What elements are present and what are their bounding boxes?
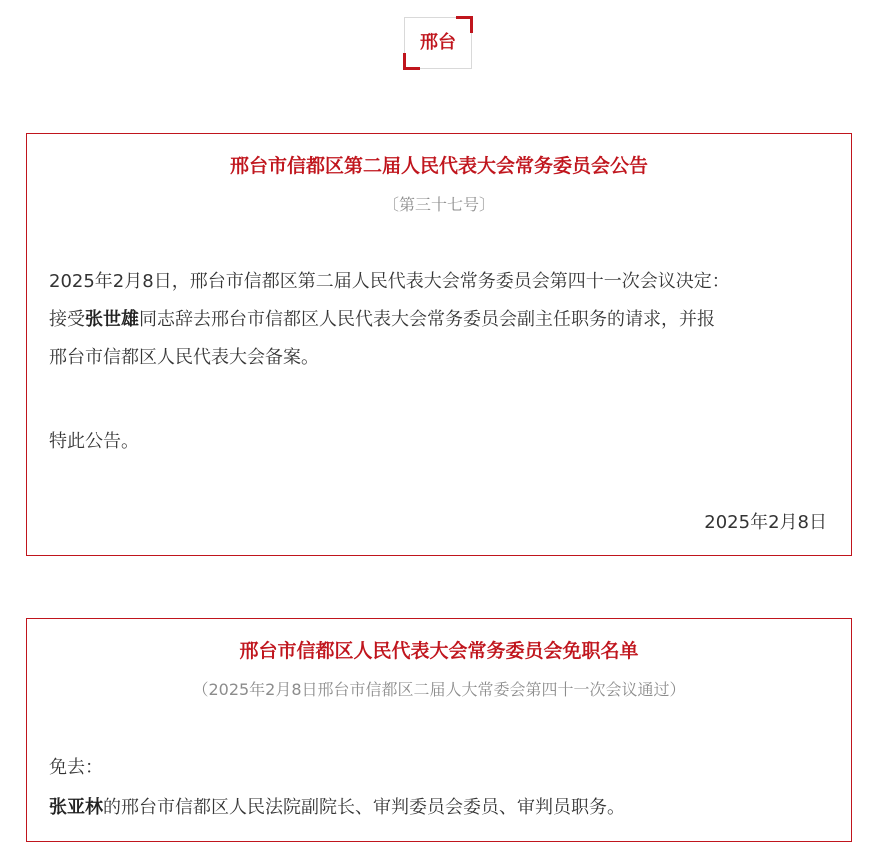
dismissal-intro: 免去： (49, 757, 103, 778)
notice-body-line-1: 2025年2月8日，邢台市信都区第二届人民代表大会常务委员会第四十一次会议决定： (49, 271, 730, 292)
notice-body-post: 同志辞去邢台市信都区人民代表大会常务委员会副主任职务的请求，并报 (139, 309, 715, 330)
notice-date: 2025年2月8日 (704, 512, 827, 533)
corner-decoration (456, 16, 473, 33)
dismissal-detail-text: 的邢台市信都区人民法院副院长、审判委员会委员、审判员职务。 (103, 797, 625, 818)
dismissal-subtitle: （2025年2月8日邢台市信都区二届人大常委会第四十一次会议通过） (192, 680, 686, 699)
dismissal-card (26, 618, 852, 842)
notice-title: 邢台市信都区第二届人民代表大会常务委员会公告 (229, 155, 648, 177)
notice-body (49, 263, 829, 377)
notice-body-line-3: 邢台市信都区人民代表大会备案。 (49, 347, 319, 368)
notice-person-name: 张世雄 (85, 309, 139, 330)
dismissal-person-name: 张亚林 (49, 797, 103, 818)
city-badge (404, 17, 472, 69)
notice-closing: 特此公告。 (49, 431, 139, 452)
dismissal-title: 邢台市信都区人民代表大会常务委员会免职名单 (239, 640, 639, 662)
notice-body-line-2 (49, 301, 829, 339)
notice-card (26, 133, 852, 556)
city-label: 邢台 (420, 32, 456, 53)
notice-number: 〔第三十七号〕 (382, 195, 495, 214)
dismissal-detail (49, 789, 829, 827)
corner-decoration (403, 53, 420, 70)
notice-body-pre: 接受 (49, 309, 85, 330)
